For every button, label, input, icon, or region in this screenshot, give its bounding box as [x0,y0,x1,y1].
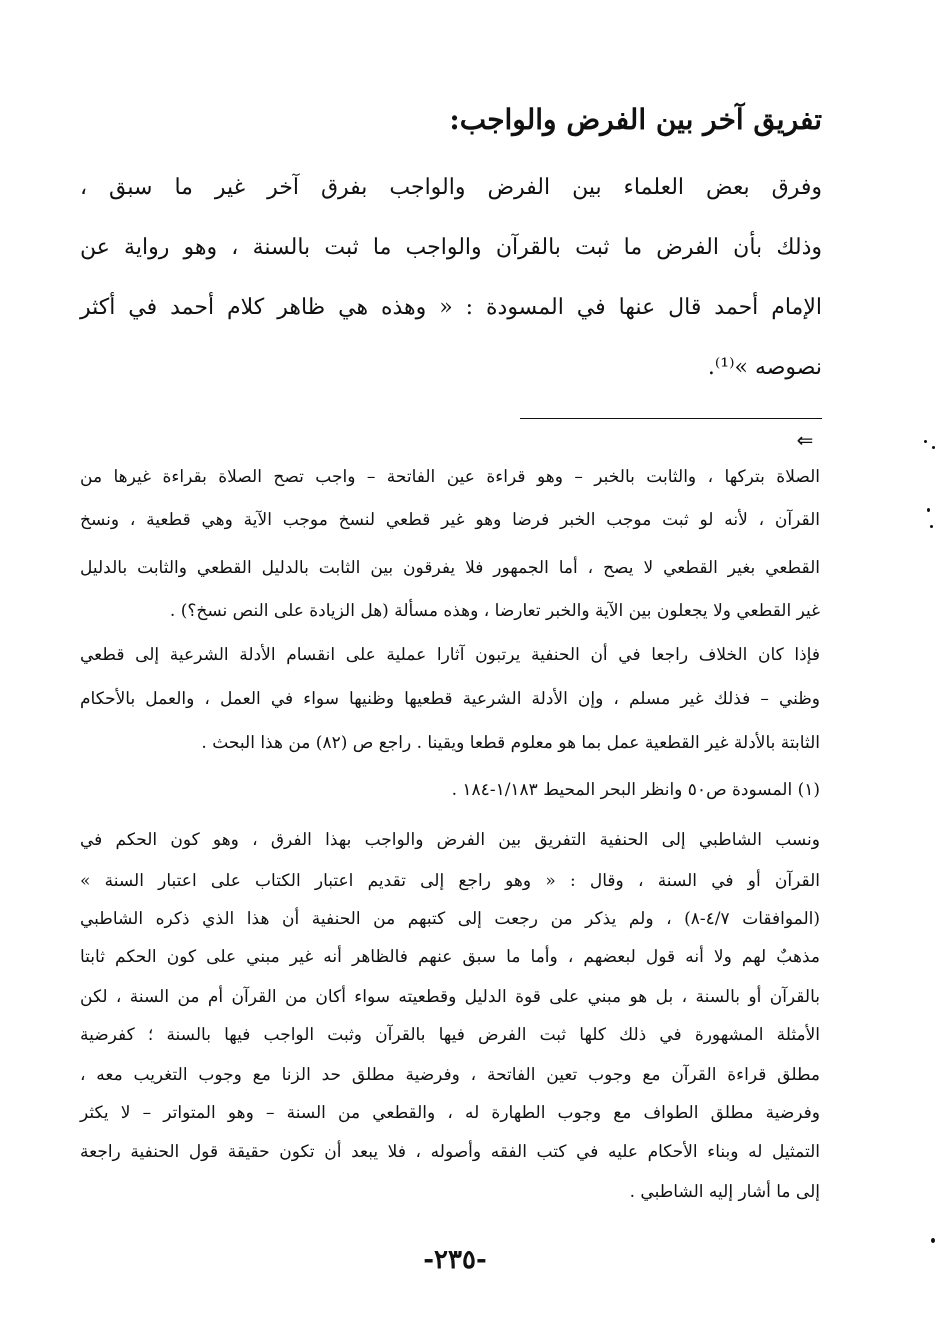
scan-speck [924,440,927,443]
main-line-3: الإمام أحمد قال عنها في المسودة : « وهذه هي ظاهر كلام أحمد في أكثر [80,295,822,320]
continuation-arrow-icon: ⇐ [796,428,814,452]
shatibi-line-4: مذهبٌ لهم ولا أنه قول لبعضهم ، وأما ما سبق عنهم فالظاهر أنه غير مبني على كون الحكم ثابتا [80,947,820,967]
shatibi-line-6: الأمثلة المشهورة في ذلك كلها ثبت الفرض فيها بالقرآن وثبت الواجب فيها بالسنة ؛ كفرضية [80,1025,820,1045]
shatibi-line-2: القرآن أو في السنة ، وقال : « وهو راجع إلى تقديم اعتبار الكتاب على اعتبار السنة » [80,871,820,891]
carried-footnote-line-1: الصلاة بتركها ، والثابت بالخبر – وهو قراءة عين الفاتحة – واجب تصح الصلاة بقراءة غيرها من [80,467,820,487]
shatibi-line-5: بالقرآن أو بالسنة ، بل هو مبني على قوة الدليل وقطعيته سواء أكان من القرآن أم من السنة ، لكن [80,987,820,1007]
footnote-1: (١) المسودة ص٥٠ وانظر البحر المحيط ١/١٨٣-١٨٤ . [451,780,820,800]
scan-speck [930,525,933,528]
main-line-4: نصوصه »⁽¹⁾. [707,355,822,380]
scan-speck [932,446,935,449]
carried-footnote-line-3: القطعي بغير القطعي لا يصح ، أما الجمهور فلا يفرقون بين الثابت بالدليل القطعي والثابت بالدليل [80,558,820,578]
footnote-separator [520,418,822,419]
shatibi-line-7: مطلق قراءة القرآن مع وجوب تعين الفاتحة ، وفرضية مطلق حد الزنا مع وجوب التغريب معه ، [80,1065,820,1085]
shatibi-line-8: وفرضية مطلق الطواف مع وجوب الطهارة له ، والقطعي من السنة – وهو المتواتر – لا يكثر [80,1103,820,1123]
shatibi-line-9: التمثيل له وبناء الأحكام عليه في كتب الفقه وأصوله ، فلا يبعد أن تكون حقيقة قول الحنفية راجعة [80,1142,820,1162]
page-number: -٢٣٥- [423,1245,487,1275]
main-line-1: وفرق بعض العلماء بين الفرض والواجب بفرق آخر غير ما سبق ، [80,175,822,200]
scan-speck [927,508,930,512]
carried-footnote-line-7: الثابتة بالأدلة غير القطعية عمل بما هو معلوم قطعا ويقينا . راجع ص (٨٢) من هذا البحث . [201,733,820,753]
carried-footnote-line-4: غير القطعي ولا يجعلون بين الآية والخبر تعارضا ، وهذه مسألة (هل الزيادة على النص نسخ؟) . [169,601,820,621]
shatibi-line-1: ونسب الشاطبي إلى الحنفية التفريق بين الفرض والواجب بهذا الفرق ، وهو كون الحكم في [80,830,820,850]
section-heading: تفريق آخر بين الفرض والواجب: [449,103,822,136]
carried-footnote-line-6: وظني – فذلك غير مسلم ، وإن الأدلة الشرعية قطعيها وظنيها سواء في العمل ، والعمل بالأحكام [80,689,820,709]
shatibi-line-10: إلى ما أشار إليه الشاطبي . [629,1182,820,1202]
carried-footnote-line-2: القرآن ، لأنه لو ثبت موجب الخبر فرضا وهو غير قطعي لنسخ موجب الآية وهي قطعية ، ونسخ [80,510,821,530]
shatibi-line-3: (الموافقات ٤/٧-٨) ، ولم يذكر من رجعت إلى كتبهم من الحنفية أن هذا الذي ذكره الشاطبي [80,909,821,929]
scan-speck [931,1238,935,1243]
carried-footnote-line-5: فإذا كان الخلاف راجعا في أن الحنفية يرتبون آثارا عملية على انقسام الأدلة الشرعية إلى قطعي [80,645,820,665]
main-line-2: وذلك بأن الفرض ما ثبت بالقرآن والواجب ما ثبت بالسنة ، وهو رواية عن [80,235,822,260]
